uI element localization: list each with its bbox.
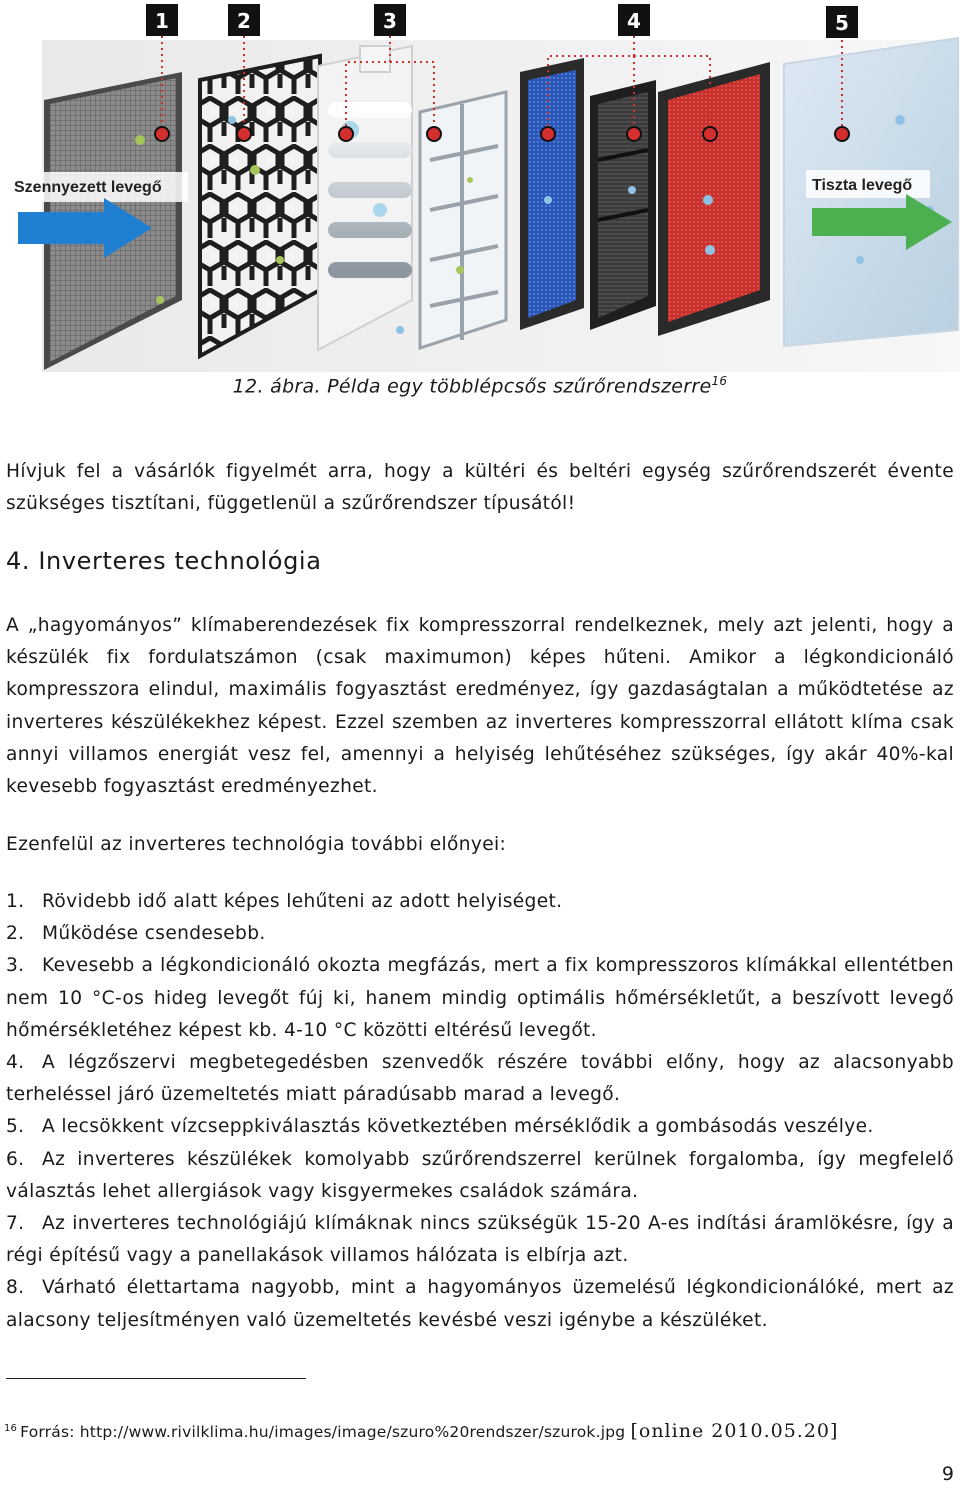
badge-3: 3 — [383, 9, 397, 33]
list-item-text: A légzőszervi megbetegedésben szenvedők részére további előny, hogy az alacsonyabb terheléssel járó üzemeltetés miatt páradúsabb marad a levegő. — [6, 1052, 954, 1106]
footnote — [4, 1420, 838, 1442]
footnote-date: [online 2010.05.20] — [630, 1420, 839, 1442]
footnote-source-link[interactable]: Forrás: http://www.rivilklima.hu/images/image/szuro%20rendszer/szurok.jpg — [20, 1423, 626, 1441]
badge-4: 4 — [627, 9, 641, 33]
list-item — [6, 886, 954, 918]
badge-5: 5 — [835, 11, 849, 35]
list-item-number: 5. — [6, 1116, 25, 1138]
list-item-number: 7. — [6, 1213, 25, 1235]
section-paragraph: A „hagyományos” klímaberendezések fix kompresszorral rendelkeznek, mely azt jelenti, hogy a készülék fix fordulatszámon (csak maximumon) képes hűteni. Amikor a légkondicionáló kompresszora elindul, maximális fogyasztást eredményez, így gazdaságtalan a működtetése az inverteres készülékekhez képest. Ezzel szemben az inverteres kompresszorral ellátott klíma csak annyi villamos energiát vesz fel, amennyi a helyiség lehűtéséhez szükséges, így akár 40%-kal kevesebb fogyasztást eredményezhet. — [6, 615, 954, 798]
benefits-list — [6, 886, 954, 1337]
dirty-air-label: Szennyezett levegő — [14, 179, 162, 196]
filter-layer-blue-icon — [520, 58, 584, 330]
list-item — [6, 950, 954, 1047]
list-item — [6, 1047, 954, 1111]
filter-layer-tube-icon — [318, 46, 412, 350]
filter-layer-red-icon — [658, 62, 770, 336]
caption-text: 12. ábra. Példa egy többlépcsős szűrőrendszerre — [232, 375, 712, 398]
list-item-number: 2. — [6, 923, 25, 945]
list-item-number: 6. — [6, 1148, 25, 1170]
list-item — [6, 1208, 954, 1272]
clean-air-label: Tiszta levegő — [812, 177, 913, 194]
list-item — [6, 918, 954, 950]
list-item-text: Az inverteres technológiájú klímáknak nincs szükségük 15-20 A-es indítási áramlökésre, így a régi építésű vagy a panellakások villamos hálózata is elbírja azt. — [6, 1213, 954, 1267]
footnote-number: 16 — [4, 1422, 18, 1434]
filter-system-figure — [0, 0, 960, 372]
list-item-text: A lecsökkent vízcseppkiválasztás következtében mérséklődik a gombásodás veszélye. — [42, 1116, 874, 1138]
benefits-intro: Ezenfelül az inverteres technológia további előnyei: — [6, 834, 507, 855]
list-item-text: Működése csendesebb. — [42, 923, 266, 945]
list-item-text: Az inverteres készülékek komolyabb szűrőrendszerrel kerülnek forgalomba, így megfelelő választás lehet allergiások vagy kisgyermekes családok számára. — [6, 1148, 954, 1202]
list-item — [6, 1111, 954, 1143]
list-item-number: 3. — [6, 955, 25, 977]
list-item — [6, 1144, 954, 1208]
page-number: 9 — [941, 1463, 954, 1485]
list-item — [6, 1272, 954, 1336]
list-item-number: 4. — [6, 1052, 25, 1074]
list-item-number: 1. — [6, 891, 25, 912]
list-item-number: 8. — [6, 1277, 25, 1299]
caption-footnote-ref: 16 — [711, 374, 728, 388]
filter-layer-dark-icon — [590, 80, 656, 330]
list-item-text: Várható élettartama nagyobb, mint a hagyományos üzemelésű légkondicionálóké, mert az alacsony teljesítményen való üzemeltetés kevésbé veszi igénybe a készüléket. — [6, 1277, 954, 1331]
list-item-text: Rövidebb idő alatt képes lehűteni az adott helyiséget. — [42, 891, 563, 912]
badge-2: 2 — [237, 9, 251, 33]
section-heading: 4. Inverteres technológia — [6, 547, 322, 575]
intro-paragraph: Hívjuk fel a vásárlók figyelmét arra, hogy a kültéri és beltéri egység szűrőrendszerét évente szükséges tisztítani, függetlenül a szűrőrendszer típusától! — [6, 461, 954, 515]
footnote-divider — [6, 1378, 306, 1379]
list-item-text: Kevesebb a légkondicionáló okozta megfázás, mert a fix kompresszoros klímákkal ellentétben nem 10 °C-os hideg levegőt fúj ki, hanem mindig optimális hőmérsékletűt, a beszívott levegő hőmérsékletéhez képest kb. 4-10 °C közötti eltérésű levegőt. — [6, 955, 954, 1041]
figure-caption — [0, 374, 960, 397]
badge-1: 1 — [155, 9, 169, 33]
